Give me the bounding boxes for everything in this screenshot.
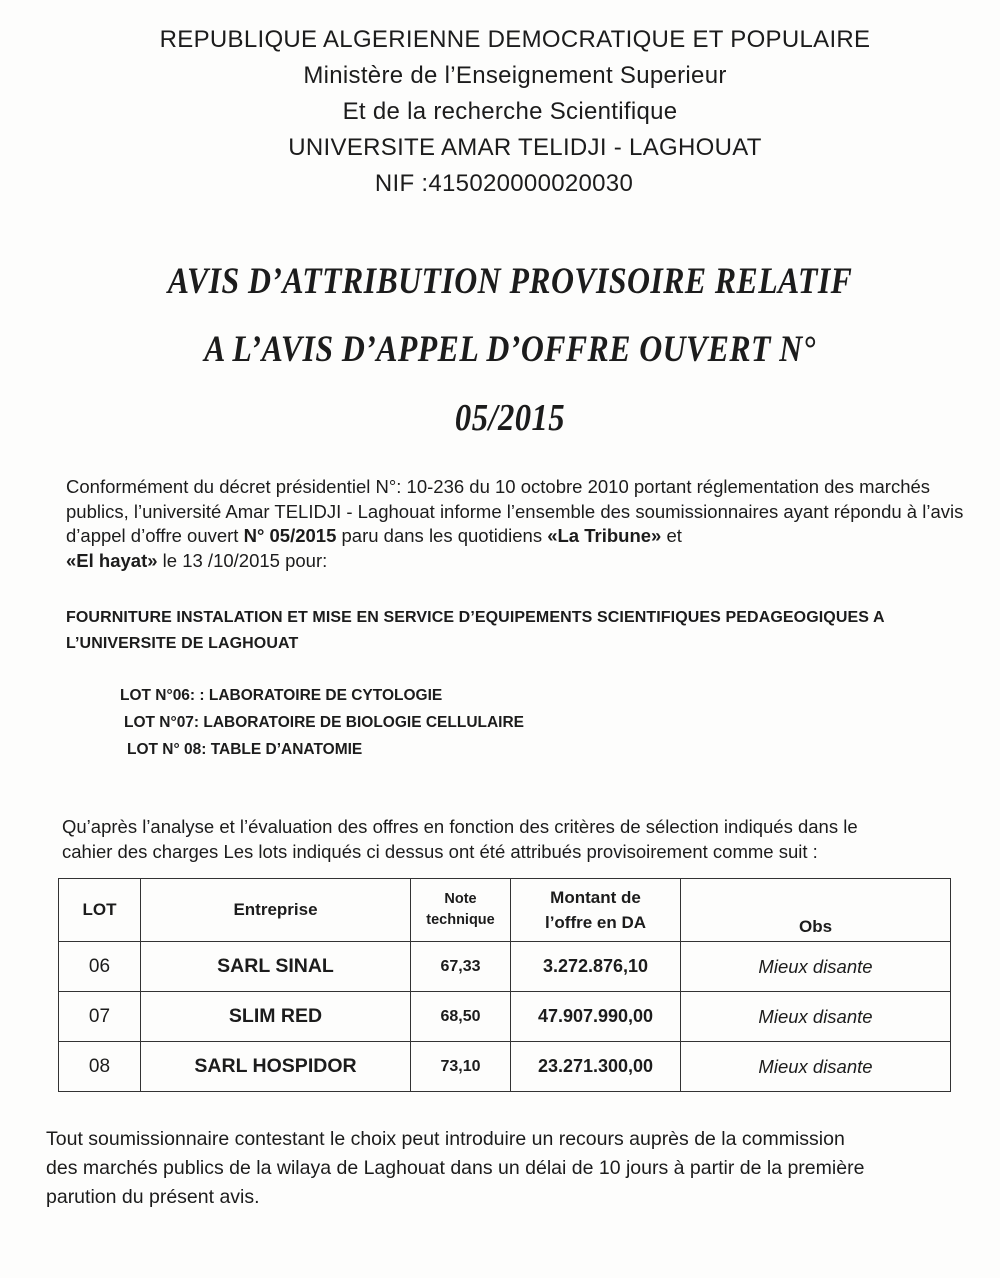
cell-entreprise: SARL SINAL: [141, 942, 411, 992]
header-montant: [511, 879, 681, 942]
cell-lot: 08: [59, 1042, 141, 1092]
cell-montant: 23.271.300,00: [511, 1042, 681, 1092]
footer-line-3: parution du présent avis.: [46, 1186, 260, 1208]
title-line-3: 05/2015: [454, 397, 566, 439]
cell-note: 67,33: [411, 942, 511, 992]
header-montant-line-2: l’offre en DA: [544, 913, 647, 932]
header-note-line-2: technique: [426, 912, 495, 928]
cell-entreprise: SLIM RED: [141, 992, 411, 1042]
cell-montant: 3.272.876,10: [511, 942, 681, 992]
header-obs: Obs: [681, 879, 951, 942]
analysis-line-1: Qu’après l’analyse et l’évaluation des offres en fonction des critères de sélection indiqués dans le: [62, 816, 858, 837]
header-nif: NIF :415020000020030: [374, 170, 634, 197]
title-line-2: A L’AVIS D’APPEL D’OFFRE OUVERT N°: [204, 329, 816, 370]
table-row: [59, 942, 951, 992]
analysis-line-2: cahier des charges Les lots indiqués ci dessus ont été attribués provisoirement comme suit :: [62, 841, 818, 862]
intro-journal-2: «El hayat»: [66, 549, 158, 571]
cell-obs: Mieux disante: [681, 992, 951, 1042]
cell-note: 68,50: [411, 992, 511, 1042]
header-montant-line-1: Montant de: [550, 888, 641, 907]
table-header-row: [59, 879, 951, 942]
title-line-1: AVIS D’ATTRIBUTION PROVISOIRE RELATIF: [167, 261, 853, 302]
intro-text-2: paru dans les quotidiens: [336, 525, 548, 546]
footer-line-2: des marchés publics de la wilaya de Laghouat dans un délai de 10 jours à partir de la première: [46, 1157, 865, 1179]
header-note: [411, 879, 511, 942]
recourse-paragraph: [46, 1125, 986, 1212]
cell-note: 73,10: [411, 1042, 511, 1092]
table-row: [59, 1042, 951, 1092]
header-university: UNIVERSITE AMAR TELIDJI - LAGHOUAT: [288, 134, 762, 161]
tender-object: FOURNITURE INSTALATION ET MISE EN SERVICE D’EQUIPEMENTS SCIENTIFIQUES PEDAGEOGIQUES A L’UNIVERSITE DE LAGHOUAT: [66, 609, 885, 652]
lot-item: LOT N° 08: TABLE D’ANATOMIE: [127, 741, 363, 758]
analysis-paragraph: [62, 814, 982, 864]
header-note-line-1: Note: [444, 891, 477, 907]
footer-line-1: Tout soumissionnaire contestant le choix peut introduire un recours auprès de la commission: [46, 1128, 845, 1150]
intro-avis-ref: N° 05/2015: [243, 525, 337, 546]
header-entreprise: Entreprise: [141, 879, 411, 942]
lot-item: LOT N°06: : LABORATOIRE DE CYTOLOGIE: [120, 687, 443, 704]
cell-obs: Mieux disante: [681, 942, 951, 992]
intro-paragraph: [66, 475, 996, 573]
cell-obs: Mieux disante: [681, 1042, 951, 1092]
notice-title: [0, 248, 1000, 452]
cell-montant: 47.907.990,00: [511, 992, 681, 1042]
cell-lot: 07: [59, 992, 141, 1042]
letterhead: [0, 22, 1000, 202]
header-research: Et de la recherche Scientifique: [342, 98, 678, 125]
lot-item: LOT N°07: LABORATOIRE DE BIOLOGIE CELLULAIRE: [124, 714, 525, 731]
header-ministry: Ministère de l’Enseignement Superieur: [303, 62, 727, 89]
cell-entreprise: SARL HOSPIDOR: [141, 1042, 411, 1092]
table-row: [59, 992, 951, 1042]
results-table: [58, 878, 951, 1092]
cell-lot: 06: [59, 942, 141, 992]
intro-journal-1: «La Tribune»: [547, 525, 662, 546]
intro-text-3: et: [661, 525, 682, 546]
intro-text-1: Conformément du décret présidentiel N°: 10-236 du 10 octobre 2010 portant réglementation des marchés publics, l’université Amar TELIDJI - Laghouat informe l’ensemble des soumissionnaires ayant répondu à l’avis d’appel d’offre ouvert: [66, 476, 964, 546]
header-republic: REPUBLIQUE ALGERIENNE DEMOCRATIQUE ET POPULAIRE: [159, 26, 871, 53]
intro-text-4: le 13 /10/2015 pour:: [157, 549, 328, 571]
header-lot: LOT: [59, 879, 141, 942]
lots-list: [120, 682, 524, 763]
